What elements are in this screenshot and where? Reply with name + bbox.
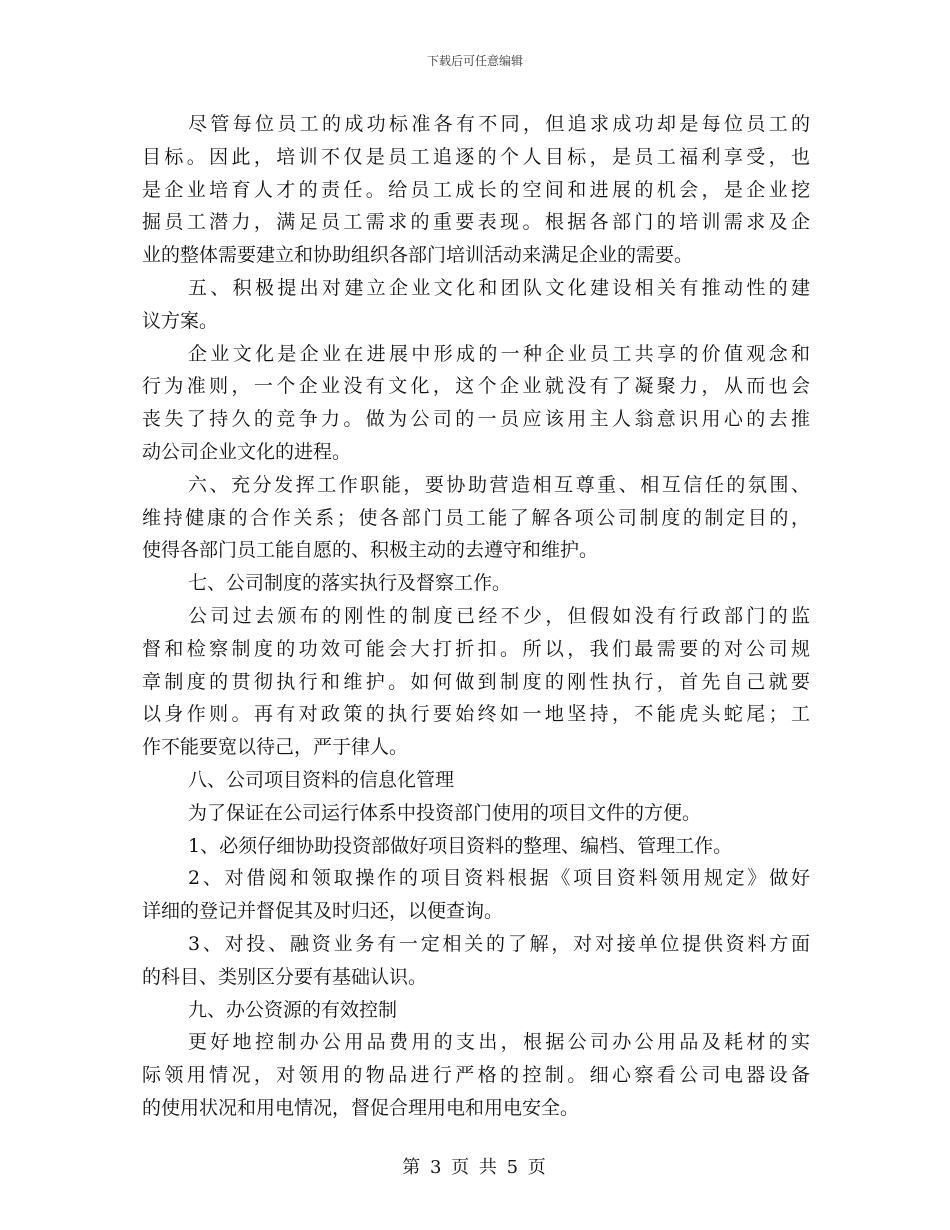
body-line: 行为准则，一个企业没有文化，这个企业就没有了凝聚力，从而也会 [142, 375, 810, 398]
body-line: 的使用状况和用电情况，督促合理用电和用电安全。 [142, 1096, 580, 1119]
body-line: 目标。因此，培训不仅是员工追逐的个人目标，是员工福利享受，也 [142, 145, 810, 168]
body-line: 议方案。 [142, 309, 219, 332]
body-line: 企业文化是企业在进展中形成的一种企业员工共享的价值观念和 [188, 342, 810, 365]
list-item-3: 3、对投、融资业务有一定相关的了解，对对接单位提供资料方面 [188, 932, 810, 955]
body-line: 以身作则。再有对政策的执行要始终如一地坚持，不能虎头蛇尾；工 [142, 703, 810, 726]
list-item-1: 1、必须仔细协助投资部做好项目资料的整理、编档、管理工作。 [188, 834, 733, 857]
body-line: 维持健康的合作关系；使各部门员工能了解各项公司制度的制定目的， [142, 506, 810, 529]
body-line: 督和检察制度的功效可能会大打折扣。所以，我们最需要的对公司规 [142, 637, 810, 660]
body-line: 的科目、类别区分要有基础认识。 [142, 965, 428, 988]
document-body [142, 108, 810, 1125]
body-line: 详细的登记并督促其及时归还，以便查询。 [142, 900, 504, 923]
body-line: 际领用情况，对领用的物品进行严格的控制。细心察看公司电器设备 [142, 1064, 810, 1087]
page-header: 下载后可任意编辑 [426, 54, 523, 68]
body-line: 是企业培育人才的责任。给员工成长的空间和进展的机会，是企业挖 [142, 178, 810, 201]
body-line: 丧失了持久的竞争力。做为公司的一员应该用主人翁意识用心的去推 [142, 408, 810, 431]
body-line: 为了保证在公司运行体系中投资部门使用的项目文件的方便。 [188, 801, 702, 824]
page-footer: 第 3 页 共 5 页 [402, 1157, 548, 1178]
body-line: 章制度的贯彻执行和维护。如何做到制度的刚性执行，首先自己就要 [142, 670, 810, 693]
body-line: 使得各部门员工能自愿的、积极主动的去遵守和维护。 [142, 539, 599, 562]
section-heading-8: 八、公司项目资料的信息化管理 [188, 768, 455, 791]
body-line: 掘员工潜力，满足员工需求的重要表现。根据各部门的培训需求及企 [142, 211, 810, 234]
section-heading-9: 九、办公资源的有效控制 [188, 998, 398, 1021]
body-line: 更好地控制办公用品费用的支出，根据公司办公用品及耗材的实 [188, 1031, 810, 1054]
body-line: 业的整体需要建立和协助组织各部门培训活动来满足企业的需要。 [142, 244, 694, 267]
section-heading-6: 六、充分发挥工作职能，要协助营造相互尊重、相互信任的氛围、 [188, 473, 810, 496]
body-line: 作不能要宽以待己，严于律人。 [142, 736, 409, 759]
list-item-2: 2、对借阅和领取操作的项目资料根据《项目资料领用规定》做好 [188, 867, 810, 890]
section-heading-5: 五、积极提出对建立企业文化和团队文化建设相关有推动性的建 [188, 276, 810, 299]
body-line: 公司过去颁布的刚性的制度已经不少，但假如没有行政部门的监 [188, 604, 810, 627]
section-heading-7: 七、公司制度的落实执行及督察工作。 [188, 572, 512, 595]
body-line: 动公司企业文化的进程。 [142, 440, 352, 463]
body-line: 尽管每位员工的成功标准各有不同，但追求成功却是每位员工的 [188, 113, 810, 135]
